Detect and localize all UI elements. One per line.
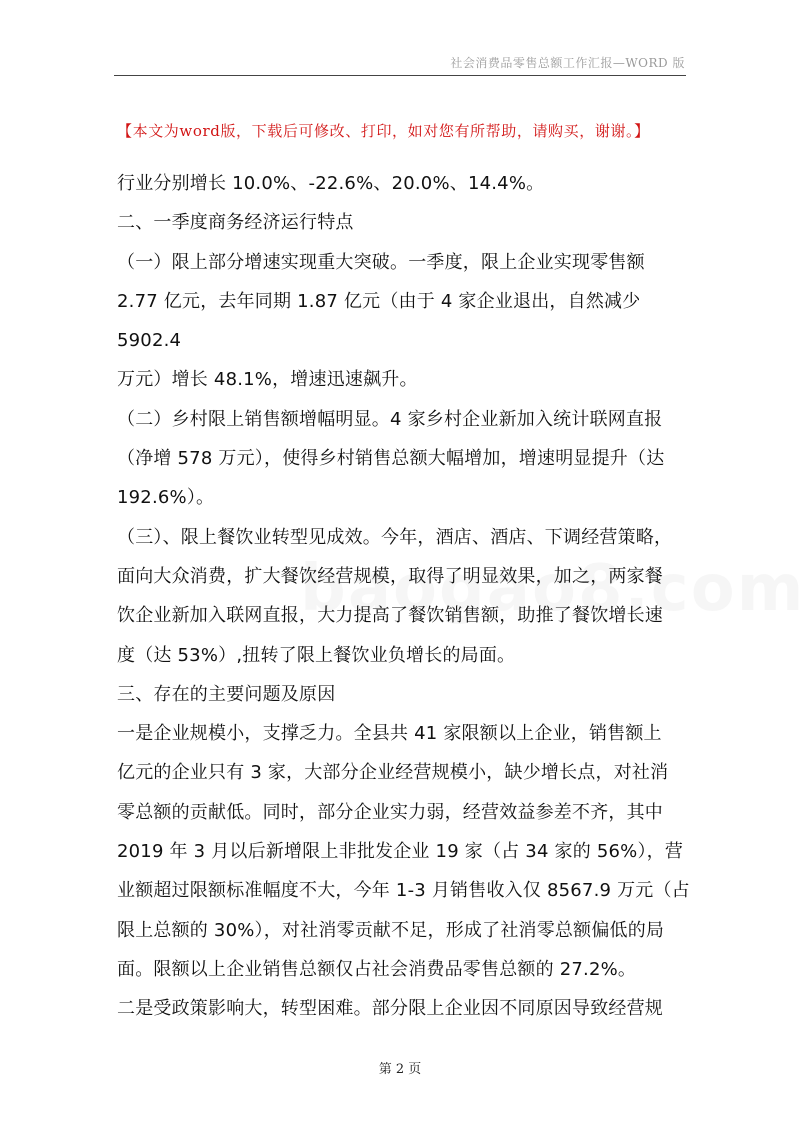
body-line: 零总额的贡献低。同时，部分企业实力弱，经营效益参差不齐，其中 bbox=[117, 801, 663, 823]
body-line: （净增 578 万元），使得乡村销售总额大幅增加，增速明显提升（达 bbox=[117, 448, 665, 470]
body-line: 亿元的企业只有 3 家，大部分企业经营规模小，缺少增长点，对社消 bbox=[117, 762, 669, 784]
page-number: 第 2 页 bbox=[378, 1062, 422, 1077]
body-line: 一是企业规模小，支撑乏力。全县共 41 家限额以上企业，销售额上 bbox=[117, 723, 662, 745]
body-line: （三）、限上餐饮业转型见成效。今年，酒店、酒店、下调经营策略， bbox=[117, 526, 673, 548]
body-line: 192.6%）。 bbox=[117, 487, 215, 509]
document-body bbox=[117, 164, 692, 1029]
body-line: 万元）增长 48.1%，增速迅速飙升。 bbox=[117, 369, 418, 391]
body-line: 限上总额的 30%），对社消零贡献不足，形成了社消零总额偏低的局 bbox=[117, 919, 665, 941]
section-heading: 二、一季度商务经济运行特点 bbox=[117, 212, 354, 234]
page-header-title: 社会消费品零售总额工作汇报—WORD 版 bbox=[450, 56, 685, 70]
body-line: 面。限额以上企业销售总额仅占社会消费品零售总额的 27.2%。 bbox=[117, 958, 637, 980]
body-line: 面向大众消费，扩大餐饮经营规模，取得了明显效果，加之，两家餐 bbox=[117, 565, 663, 587]
body-line: 2.77 亿元，去年同期 1.87 亿元（由于 4 家企业退出，自然减少 5902.4 bbox=[117, 290, 641, 352]
purchase-notice: 【本文为word版，下载后可修改、打印，如对您有所帮助，请购买，谢谢。】 bbox=[117, 122, 650, 140]
section-heading: 三、存在的主要问题及原因 bbox=[117, 683, 336, 705]
body-line: 业额超过限额标准幅度不大，今年 1-3 月销售收入仅 8567.9 万元（占 bbox=[117, 880, 690, 902]
body-line: （二）乡村限上销售额增幅明显。4 家乡村企业新加入统计联网直报 bbox=[117, 408, 663, 430]
body-line: 饮企业新加入联网直报，大力提高了餐饮销售额，助推了餐饮增长速 bbox=[117, 605, 663, 627]
body-line: 二是受政策影响大，转型困难。部分限上企业因不同原因导致经营规 bbox=[117, 998, 663, 1020]
body-line: 行业分别增长 10.0%、-22.6%、20.0%、14.4%。 bbox=[117, 173, 545, 194]
body-line: 2019 年 3 月以后新增限上非批发企业 19 家（占 34 家的 56%），营 bbox=[117, 841, 684, 863]
header-divider bbox=[114, 75, 686, 76]
body-line: （一）限上部分增速实现重大突破。一季度，限上企业实现零售额 bbox=[117, 251, 645, 273]
body-line: 度（达 53%）,扭转了限上餐饮业负增长的局面。 bbox=[117, 644, 516, 666]
